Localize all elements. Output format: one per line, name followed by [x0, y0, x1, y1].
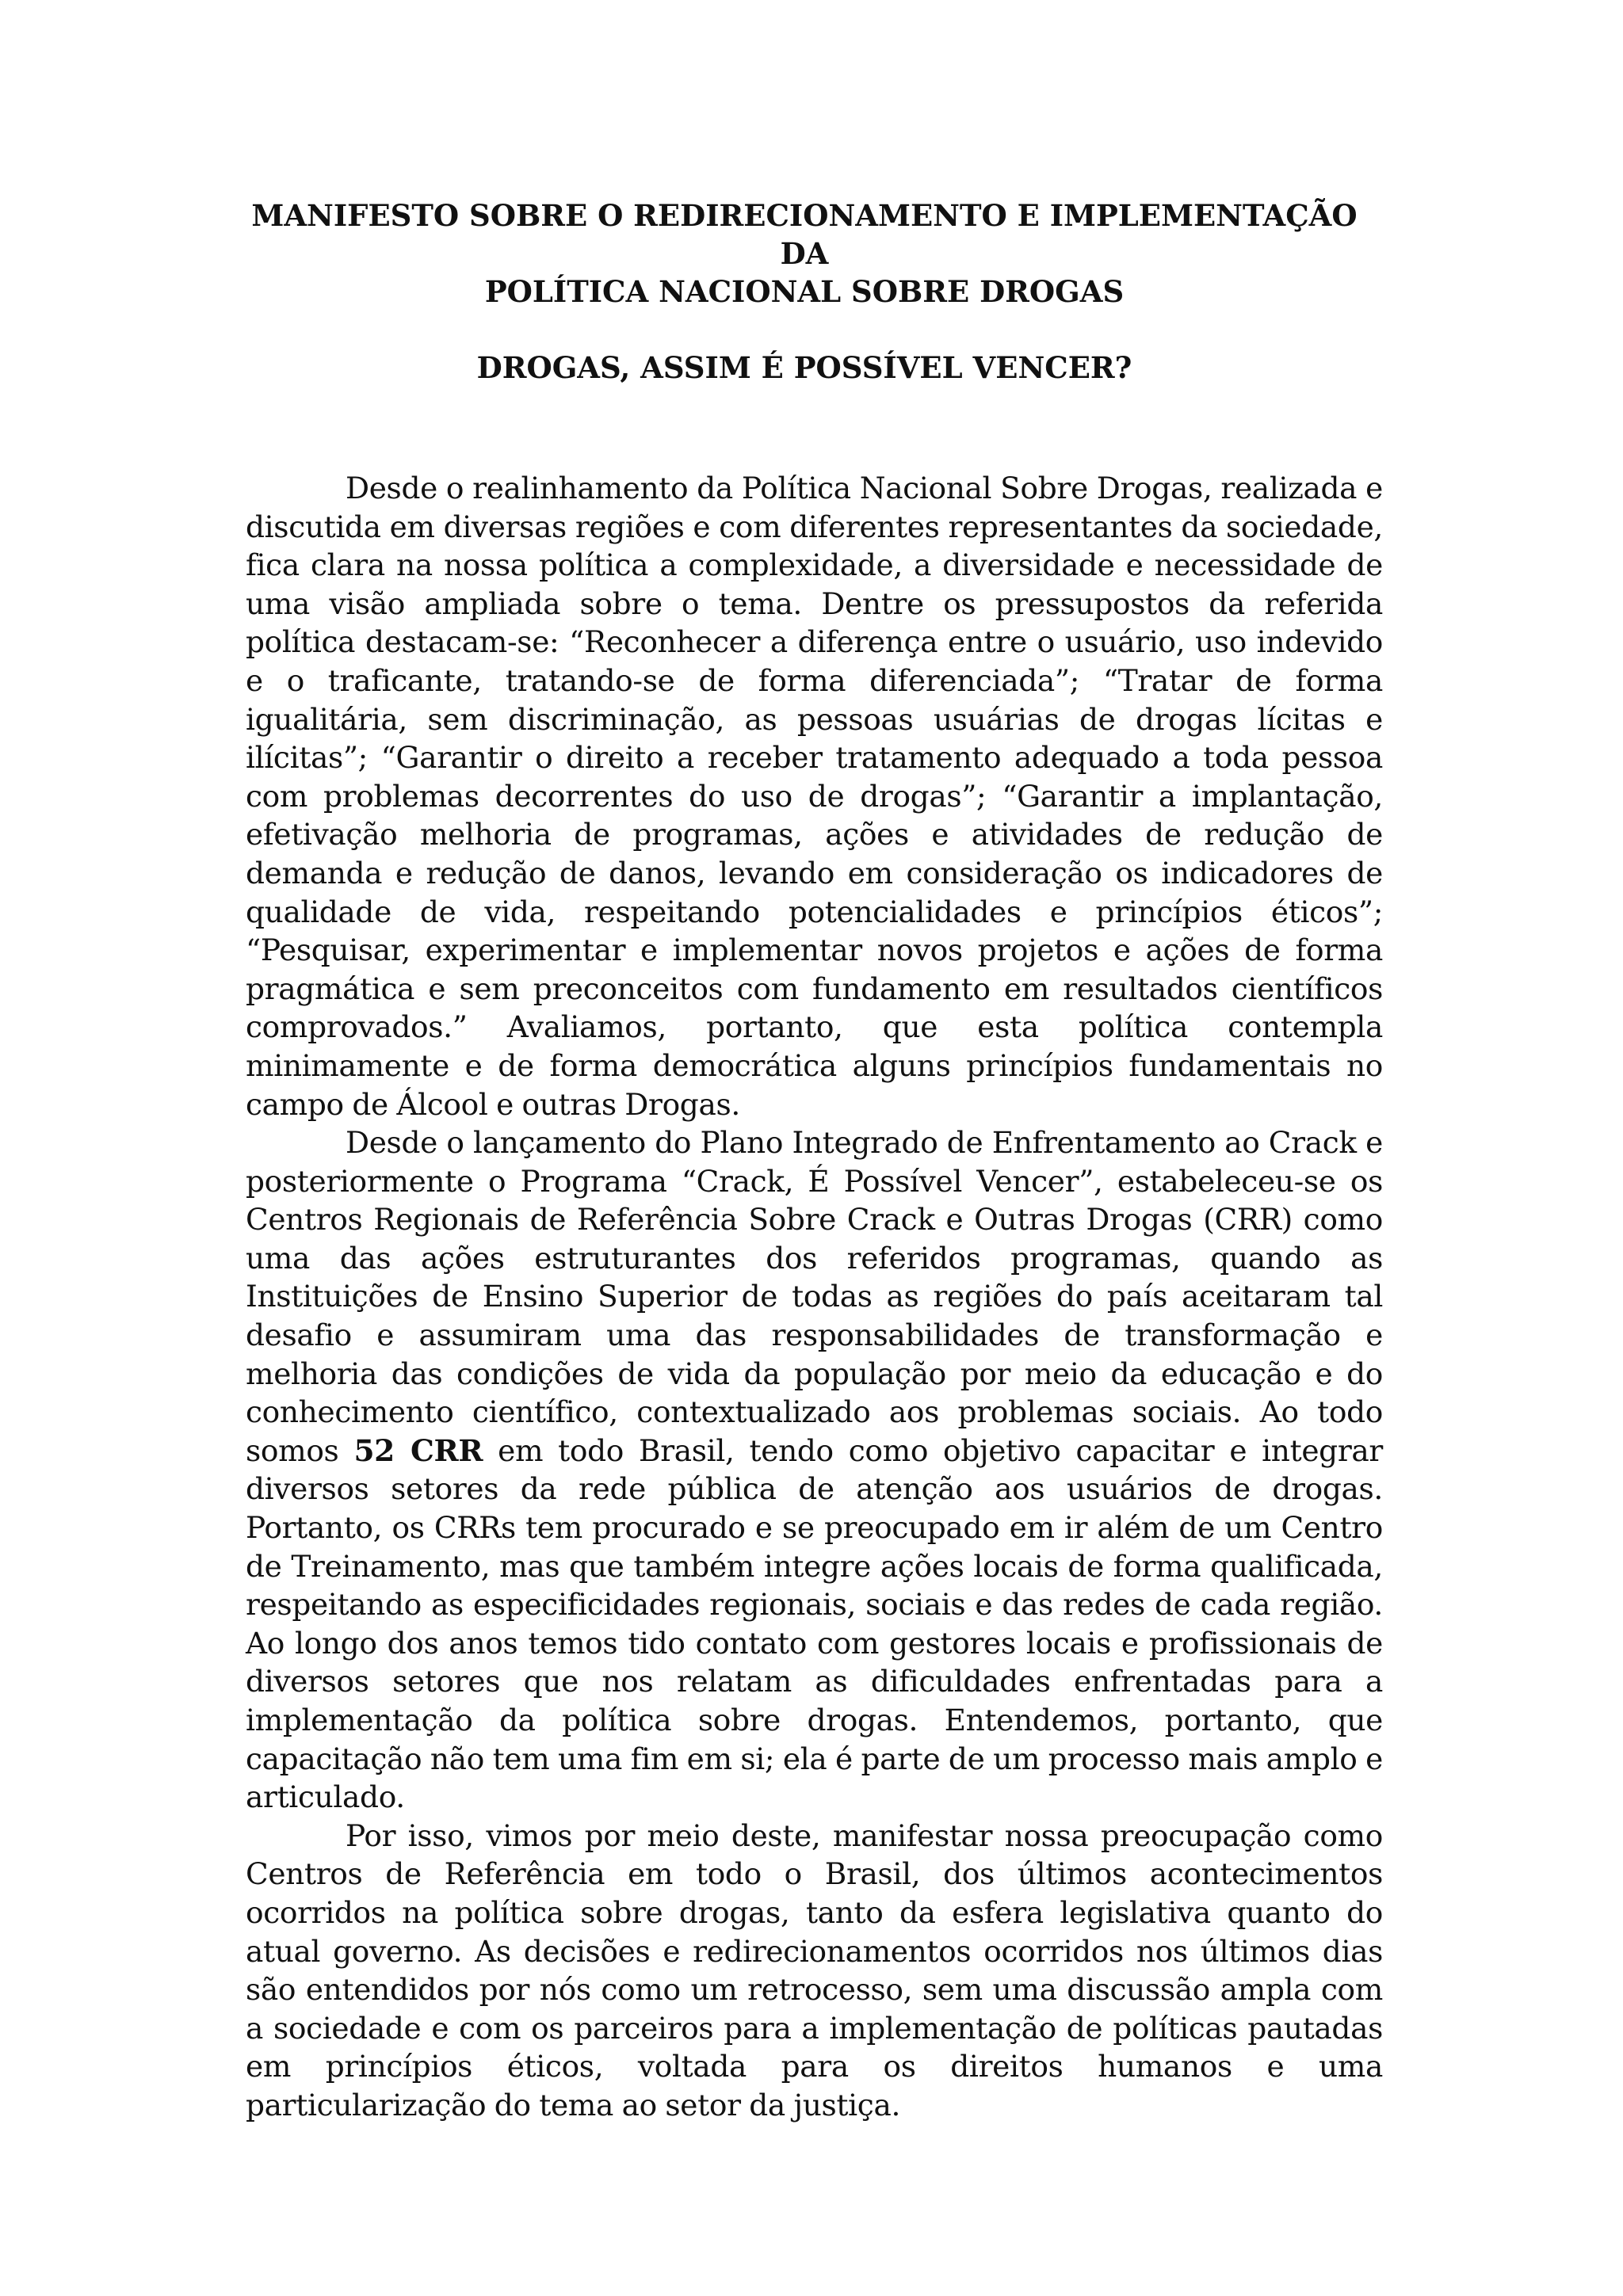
- paragraph-1: Desde o realinhamento da Política Nacional Sobre Drogas, realizada e discutida em diversas regiões e com diferentes representantes da sociedade, fica clara na nossa política a complexidade, a diversidade e necessidade de uma visão ampliada sobre o tema. Dentre os pressupostos da referida política destacam-se: “Reconhecer a diferença entre o usuário, uso indevido e o traficante, tratando-se de forma diferenciada”; “Tratar de forma igualitária, sem discriminação, as pessoas usuárias de drogas lícitas e ilícitas”; “Garantir o direito a receber tratamento adequado a toda pessoa com problemas decorrentes do uso de drogas”; “Garantir a implantação, efetivação melhoria de programas, ações e atividades de redução de demanda e redução de danos, levando em consideração os indicadores de qualidade de vida, respeitando potencialidades e princípios éticos”; “Pesquisar, experimentar e implementar novos projetos e ações de forma pragmática e sem preconceitos com fundamento em resultados científicos comprovados.” Avaliamos, portanto, que esta política contempla minimamente e de forma democrática alguns princípios fundamentais no campo de Álcool e outras Drogas.: [246, 471, 1383, 1122]
- crr-count-highlight: 52 CRR: [353, 1432, 483, 1468]
- paragraph-2-text-before: Desde o lançamento do Plano Integrado de Enfrentamento ao Crack e posteriormente o Programa “Crack, É Possível Vencer”, estabeleceu-se os Centros Regionais de Referência Sobre Crack e Outras Drogas (CRR) como uma das ações estruturantes dos referidos programas, quando as Instituições de Ensino Superior de todas as regiões do país aceitaram tal desafio e assumiram uma das responsabilidades de transformação e melhoria das condições de vida da população por meio da educação e do conhecimento científico, contextualizado aos problemas sociais. Ao todo somos: [246, 1125, 1383, 1468]
- document-body: [246, 469, 1383, 2125]
- paragraph-3: Por isso, vimos por meio deste, manifestar nossa preocupação como Centros de Referência em todo o Brasil, dos últimos acontecimentos ocorridos na política sobre drogas, tanto da esfera legislativa quanto do atual governo. As decisões e redirecionamentos ocorridos nos últimos dias são entendidos por nós como um retrocesso, sem uma discussão ampla com a sociedade e com os parceiros para a implementação de políticas pautadas em princípios éticos, voltada para os direitos humanos e uma particularização do tema ao setor da justiça.: [246, 1817, 1383, 2122]
- title-line-2: POLÍTICA NACIONAL SOBRE DROGAS: [484, 274, 1125, 309]
- paragraph-2: [246, 1123, 1383, 1817]
- document-title: [246, 196, 1363, 311]
- document-subtitle: DROGAS, ASSIM É POSSÍVEL VENCER?: [476, 350, 1132, 385]
- paragraph-2-text-after: em todo Brasil, tendo como objetivo capacitar e integrar diversos setores da rede pública de atenção aos usuários de drogas. Portanto, os CRRs tem procurado e se preocupado em ir além de um Centro de Treinamento, mas que também integre ações locais de forma qualificada, respeitando as especificidades regionais, sociais e das redes de cada região. Ao longo dos anos temos tido contato com gestores locais e profissionais de diversos setores que nos relatam as dificuldades enfrentadas para a implementação da política sobre drogas. Entendemos, portanto, que capacitação não tem uma fim em si; ela é parte de um processo mais amplo e articulado.: [246, 1432, 1383, 1815]
- title-line-1: MANIFESTO SOBRE O REDIRECIONAMENTO E IMPLEMENTAÇÃO DA: [251, 198, 1358, 271]
